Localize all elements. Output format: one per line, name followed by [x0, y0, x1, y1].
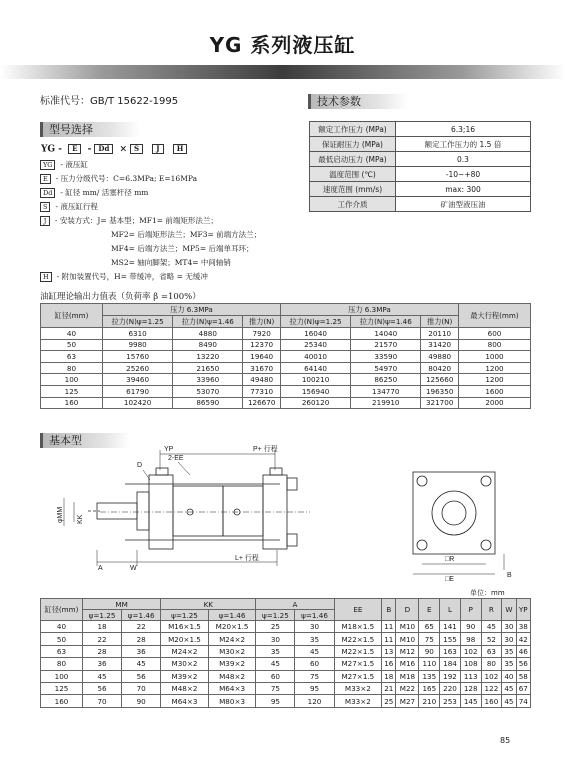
table-cell: 40	[41, 328, 103, 340]
table-row	[41, 682, 531, 694]
piston-rod	[97, 503, 137, 519]
oil-port	[270, 468, 282, 475]
table-cell: 12370	[243, 339, 281, 351]
table-row	[41, 645, 531, 657]
table-cell: 45	[481, 621, 502, 633]
table-cell: 50	[41, 339, 103, 351]
col-header-psi-125: ψ=1.25	[161, 610, 209, 621]
tech-value: 额定工作压力的 1.5 倍	[396, 137, 531, 152]
col-header-ee: EE	[334, 599, 382, 621]
table-cell: 102	[460, 645, 481, 657]
legend-text: - 压力分级代号：C=6.3MPa; E=16MPa	[55, 174, 198, 183]
col-header-a: A	[256, 599, 334, 610]
col-header-pull-125: 拉力(N)ψ=1.25	[103, 316, 173, 328]
table-cell: 1200	[459, 374, 531, 386]
table-cell: 74	[516, 695, 530, 707]
legend-row: MS2= 轴向脚架；MT4= 中间轴销	[111, 258, 231, 267]
table-cell: 35	[256, 645, 295, 657]
table-cell: M12	[396, 645, 419, 657]
end-view-bore	[432, 491, 476, 535]
table-cell: 40010	[280, 351, 350, 363]
table-cell: 80	[481, 658, 502, 670]
code-box-bore: Dd	[94, 144, 113, 154]
col-header-bore: 缸径(mm)	[41, 599, 83, 621]
table-cell: 28	[83, 645, 122, 657]
table-cell: 30	[502, 633, 516, 645]
table-cell: 40	[502, 670, 516, 682]
end-view-rod	[442, 501, 466, 525]
table-cell: 134770	[351, 385, 421, 397]
model-code-prefix: YG	[41, 144, 56, 155]
table-cell: 42	[516, 633, 530, 645]
table-cell: 128	[460, 682, 481, 694]
table-cell: 20110	[421, 328, 459, 340]
table-cell: 8490	[173, 339, 243, 351]
table-cell: 45	[256, 658, 295, 670]
table-cell: 35	[502, 658, 516, 670]
table-cell: 145	[460, 695, 481, 707]
table-cell: 80	[41, 658, 83, 670]
table-cell: 70	[122, 682, 161, 694]
col-header-pressure-2: 压力 6.3MPa	[280, 304, 458, 316]
table-cell: 56	[516, 658, 530, 670]
tech-table	[309, 121, 531, 212]
model-code: YG - E - Dd × S J H	[41, 144, 190, 155]
col-header-l: L	[440, 599, 461, 621]
table-cell: 56	[122, 670, 161, 682]
table-cell: 80	[41, 362, 103, 374]
legend-row: MF4= 后端方法兰；MP5= 后端单耳环；	[111, 244, 254, 253]
tech-value: 0.3	[396, 152, 531, 167]
table-row	[41, 339, 531, 351]
rod-end-cap	[137, 492, 149, 530]
table-cell: 600	[459, 328, 531, 340]
table-cell: M33×2	[334, 682, 382, 694]
table-cell: 253	[440, 695, 461, 707]
table-cell: 45	[502, 695, 516, 707]
table-cell: 21	[382, 682, 396, 694]
table-cell: 25260	[103, 362, 173, 374]
table-cell: 64140	[280, 362, 350, 374]
table-row	[310, 167, 531, 182]
force-table-caption: 油缸理论输出力值表（负荷率 β =100%）	[40, 292, 201, 302]
label-l-stroke: L+ 行程	[235, 555, 259, 562]
tech-value: 矿油型液压油	[396, 197, 531, 212]
table-cell: 11	[382, 633, 396, 645]
table-cell: 56	[83, 682, 122, 694]
force-table	[40, 303, 531, 409]
table-cell: M48×2	[161, 682, 209, 694]
table-cell: 61790	[103, 385, 173, 397]
table-cell: 65	[419, 621, 440, 633]
col-header-pull-125: 拉力(N)ψ=1.25	[280, 316, 350, 328]
col-header-push: 推力(N)	[243, 316, 281, 328]
col-header-pull-146: 拉力(N)ψ=1.46	[351, 316, 421, 328]
legend-row: MF2= 后端矩形法兰；MF3= 前端方法兰；	[111, 230, 262, 239]
label-b: B	[507, 572, 512, 579]
cylinder-barrel	[173, 486, 223, 536]
table-cell: 100	[41, 374, 103, 386]
table-cell: M39×2	[208, 658, 256, 670]
table-cell: 45	[122, 658, 161, 670]
table-cell: 102	[481, 670, 502, 682]
legend-box: Dd	[40, 188, 55, 198]
table-cell: 15760	[103, 351, 173, 363]
label-yp: YP	[164, 446, 174, 453]
table-row	[41, 385, 531, 397]
table-row	[310, 197, 531, 212]
table-cell: M18×1.5	[334, 621, 382, 633]
table-cell: 63	[481, 645, 502, 657]
table-row	[41, 374, 531, 386]
label-kk: KK	[77, 514, 84, 524]
table-cell: 13220	[173, 351, 243, 363]
dimension-table	[40, 598, 531, 708]
tech-key: 保证耐压力 (MPa)	[310, 137, 396, 152]
table-cell: 63	[41, 645, 83, 657]
legend-text: - 附加装置代号，H= 带缓冲，省略 = 无缓冲	[56, 272, 208, 281]
label-ee: 2-EE	[168, 455, 184, 462]
table-cell: 800	[459, 339, 531, 351]
dimension-table-body	[41, 621, 531, 708]
col-header-push: 推力(N)	[421, 316, 459, 328]
col-header-psi-125: ψ=1.25	[83, 610, 122, 621]
table-cell: 1000	[459, 351, 531, 363]
table-row	[41, 362, 531, 374]
table-cell: 80420	[421, 362, 459, 374]
label-a: A	[98, 565, 103, 572]
end-view-bolt	[417, 476, 427, 486]
table-cell: 13	[382, 645, 396, 657]
table-cell: 67	[516, 682, 530, 694]
table-cell: 40	[41, 621, 83, 633]
table-row	[310, 122, 531, 137]
table-cell: 18	[382, 670, 396, 682]
table-cell: 7920	[243, 328, 281, 340]
table-cell: 184	[440, 658, 461, 670]
col-header-kk: KK	[161, 599, 256, 610]
table-cell: M16	[396, 658, 419, 670]
col-header-yp: YP	[516, 599, 530, 621]
table-cell: 21650	[173, 362, 243, 374]
table-cell: M27×1.5	[334, 670, 382, 682]
table-cell: 33960	[173, 374, 243, 386]
legend-box: H	[40, 272, 52, 282]
table-cell: 30	[502, 621, 516, 633]
table-cell: 53070	[173, 385, 243, 397]
table-cell: 90	[460, 621, 481, 633]
table-cell: 135	[419, 670, 440, 682]
table-cell: 160	[481, 695, 502, 707]
table-cell: 46	[516, 645, 530, 657]
table-cell: 75	[256, 682, 295, 694]
table-cell: 49880	[421, 351, 459, 363]
table-cell: 60	[256, 670, 295, 682]
col-header-bore: 缸径(mm)	[41, 304, 103, 328]
col-header-b: B	[382, 599, 396, 621]
table-cell: 220	[440, 682, 461, 694]
table-cell: 125	[41, 682, 83, 694]
label-d: D	[137, 462, 143, 469]
table-cell: 196350	[421, 385, 459, 397]
legend-row	[40, 160, 88, 170]
tie-rod-nut	[287, 534, 297, 546]
table-cell: 75	[295, 670, 334, 682]
table-cell: M20×1.5	[208, 621, 256, 633]
label-p-stroke: P+ 行程	[253, 446, 278, 453]
table-cell: 86250	[351, 374, 421, 386]
page-title: YG 系列液压缸	[209, 33, 356, 57]
table-cell: 36	[122, 645, 161, 657]
end-view-bolt	[417, 540, 427, 550]
legend-text: - 液压缸	[60, 160, 88, 169]
table-cell: 35	[295, 633, 334, 645]
page-number: 85	[500, 736, 511, 745]
col-header-psi-146: ψ=1.46	[208, 610, 256, 621]
table-cell: 18	[83, 621, 122, 633]
table-cell: M64×3	[161, 695, 209, 707]
tech-key: 工作介质	[310, 197, 396, 212]
tie-rod-nut	[287, 478, 297, 490]
table-cell: 163	[440, 645, 461, 657]
table-cell: 95	[295, 682, 334, 694]
label-mm: φMM	[57, 506, 64, 523]
col-header-w: W	[502, 599, 516, 621]
table-cell: M10	[396, 633, 419, 645]
table-cell: 155	[440, 633, 461, 645]
table-cell: M27	[396, 695, 419, 707]
tech-key: 速度范围 (mm/s)	[310, 182, 396, 197]
table-cell: 100	[41, 670, 83, 682]
title-band	[0, 65, 565, 79]
col-header-e: E	[419, 599, 440, 621]
table-cell: M16×1.5	[161, 621, 209, 633]
table-cell: M39×2	[161, 670, 209, 682]
table-cell: 4880	[173, 328, 243, 340]
table-cell: M30×2	[161, 658, 209, 670]
table-cell: 122	[481, 682, 502, 694]
table-cell: 125	[41, 385, 103, 397]
col-header-pull-146: 拉力(N)ψ=1.46	[173, 316, 243, 328]
table-cell: 141	[440, 621, 461, 633]
table-cell: 45	[502, 682, 516, 694]
table-cell: 90	[419, 645, 440, 657]
tech-key: 温度范围 (℃)	[310, 167, 396, 182]
basic-section-title: 基本型	[40, 433, 130, 448]
col-header-psi-146: ψ=1.46	[122, 610, 161, 621]
table-row	[41, 670, 531, 682]
table-row	[41, 658, 531, 670]
table-cell: 1200	[459, 362, 531, 374]
table-cell: 98	[460, 633, 481, 645]
unit-label: 单位：mm	[470, 589, 505, 597]
table-cell: 77310	[243, 385, 281, 397]
table-cell: 19640	[243, 351, 281, 363]
table-cell: 9980	[103, 339, 173, 351]
col-header-r: R	[481, 599, 502, 621]
legend-row	[40, 216, 218, 226]
table-cell: 14040	[351, 328, 421, 340]
table-cell: 95	[256, 695, 295, 707]
table-cell: M33×2	[334, 695, 382, 707]
table-cell: 58	[516, 670, 530, 682]
table-cell: 52	[481, 633, 502, 645]
table-cell: 31420	[421, 339, 459, 351]
tech-section-title: 技术参数	[308, 94, 408, 109]
table-cell: 50	[41, 633, 83, 645]
legend-box: E	[40, 174, 51, 184]
table-cell: 60	[295, 658, 334, 670]
table-cell: 30	[256, 633, 295, 645]
table-cell: 16040	[280, 328, 350, 340]
table-row	[41, 695, 531, 707]
col-header-d: D	[396, 599, 419, 621]
tech-key: 最低启动压力 (MPa)	[310, 152, 396, 167]
table-cell: 219910	[351, 397, 421, 409]
table-cell: M27×1.5	[334, 658, 382, 670]
col-header-p: P	[460, 599, 481, 621]
table-cell: 35	[502, 645, 516, 657]
legend-box: YG	[40, 160, 55, 170]
cylinder-drawing	[40, 440, 531, 590]
table-cell: 321700	[421, 397, 459, 409]
table-cell: 160	[41, 397, 103, 409]
legend-box: S	[40, 202, 50, 212]
table-cell: 28	[122, 633, 161, 645]
table-cell: M10	[396, 621, 419, 633]
leader-ee	[178, 462, 190, 475]
table-row	[41, 351, 531, 363]
table-cell: 1600	[459, 385, 531, 397]
label-e: □E	[445, 576, 454, 583]
table-cell: 39460	[103, 374, 173, 386]
table-cell: 16	[382, 658, 396, 670]
legend-text: - 缸径 mm/ 活塞杆径 mm	[60, 188, 149, 197]
table-cell: 22	[122, 621, 161, 633]
table-cell: 36	[83, 658, 122, 670]
table-row	[41, 397, 531, 409]
tech-value: -10~+80	[396, 167, 531, 182]
table-cell: M24×2	[161, 645, 209, 657]
table-cell: 25340	[280, 339, 350, 351]
legend-row	[40, 202, 98, 212]
table-cell: 100210	[280, 374, 350, 386]
table-cell: 49480	[243, 374, 281, 386]
cylinder-barrel	[223, 486, 263, 536]
table-cell: 192	[440, 670, 461, 682]
table-cell: 90	[122, 695, 161, 707]
table-cell: M80×3	[208, 695, 256, 707]
table-cell: 165	[419, 682, 440, 694]
oil-port	[156, 468, 168, 475]
table-cell: 156940	[280, 385, 350, 397]
table-cell: 126670	[243, 397, 281, 409]
table-cell: 102420	[103, 397, 173, 409]
col-header-psi-146: ψ=1.46	[295, 610, 334, 621]
table-cell: M20×1.5	[161, 633, 209, 645]
table-cell: 210	[419, 695, 440, 707]
table-row	[310, 182, 531, 197]
table-cell: 70	[83, 695, 122, 707]
label-w: W	[130, 565, 137, 572]
col-header-mm: MM	[83, 599, 161, 610]
table-cell: M64×3	[208, 682, 256, 694]
col-header-psi-125: ψ=1.25	[256, 610, 295, 621]
table-cell: M22×1.5	[334, 645, 382, 657]
table-cell: 63	[41, 351, 103, 363]
table-row	[310, 152, 531, 167]
table-cell: M22×1.5	[334, 633, 382, 645]
table-cell: 21570	[351, 339, 421, 351]
table-cell: 160	[41, 695, 83, 707]
table-row	[310, 137, 531, 152]
legend-box: J	[40, 216, 50, 226]
table-cell: M24×2	[208, 633, 256, 645]
table-cell: 113	[460, 670, 481, 682]
tech-value: max: 300	[396, 182, 531, 197]
table-cell: 45	[83, 670, 122, 682]
legend-text: - 安装方式：J= 基本型；MF1= 前端矩形法兰；	[55, 216, 218, 225]
model-section-title: 型号选择	[40, 122, 140, 137]
table-cell: 110	[419, 658, 440, 670]
table-cell: 75	[419, 633, 440, 645]
force-table-body	[41, 328, 531, 409]
table-cell: 120	[295, 695, 334, 707]
legend-row	[40, 272, 208, 282]
table-cell: 25	[256, 621, 295, 633]
table-row	[41, 621, 531, 633]
col-header-max-stroke: 最大行程(mm)	[459, 304, 531, 328]
table-cell: 260120	[280, 397, 350, 409]
col-header-pressure-1: 压力 6.3MPa	[103, 304, 281, 316]
table-cell: 33590	[351, 351, 421, 363]
code-box-mount: J	[152, 144, 163, 154]
table-cell: 31670	[243, 362, 281, 374]
table-cell: M18	[396, 670, 419, 682]
code-box-stroke: S	[130, 144, 143, 154]
end-view-bolt	[481, 476, 491, 486]
table-cell: M30×2	[208, 645, 256, 657]
code-box-pressure: E	[68, 144, 81, 154]
tech-key: 额定工作压力 (MPa)	[310, 122, 396, 137]
code-box-extra: H	[173, 144, 188, 154]
table-cell: 38	[516, 621, 530, 633]
table-cell: M22	[396, 682, 419, 694]
table-cell: 2000	[459, 397, 531, 409]
table-cell: 125660	[421, 374, 459, 386]
table-cell: 54970	[351, 362, 421, 374]
legend-row	[40, 174, 197, 184]
legend-text: - 液压缸行程	[55, 202, 98, 211]
table-cell: 108	[460, 658, 481, 670]
table-cell: 22	[83, 633, 122, 645]
table-cell: 6310	[103, 328, 173, 340]
table-cell: M48×2	[208, 670, 256, 682]
standard-code: 标准代号：GB/T 15622-1995	[40, 96, 179, 107]
table-cell: 45	[295, 645, 334, 657]
legend-row	[40, 188, 148, 198]
table-row	[41, 633, 531, 645]
table-cell: 25	[382, 695, 396, 707]
table-row	[41, 328, 531, 340]
label-r: □R	[445, 556, 455, 563]
table-cell: 86590	[173, 397, 243, 409]
tech-value: 6.3;16	[396, 122, 531, 137]
table-cell: 11	[382, 621, 396, 633]
end-view-bolt	[481, 540, 491, 550]
table-cell: 30	[295, 621, 334, 633]
